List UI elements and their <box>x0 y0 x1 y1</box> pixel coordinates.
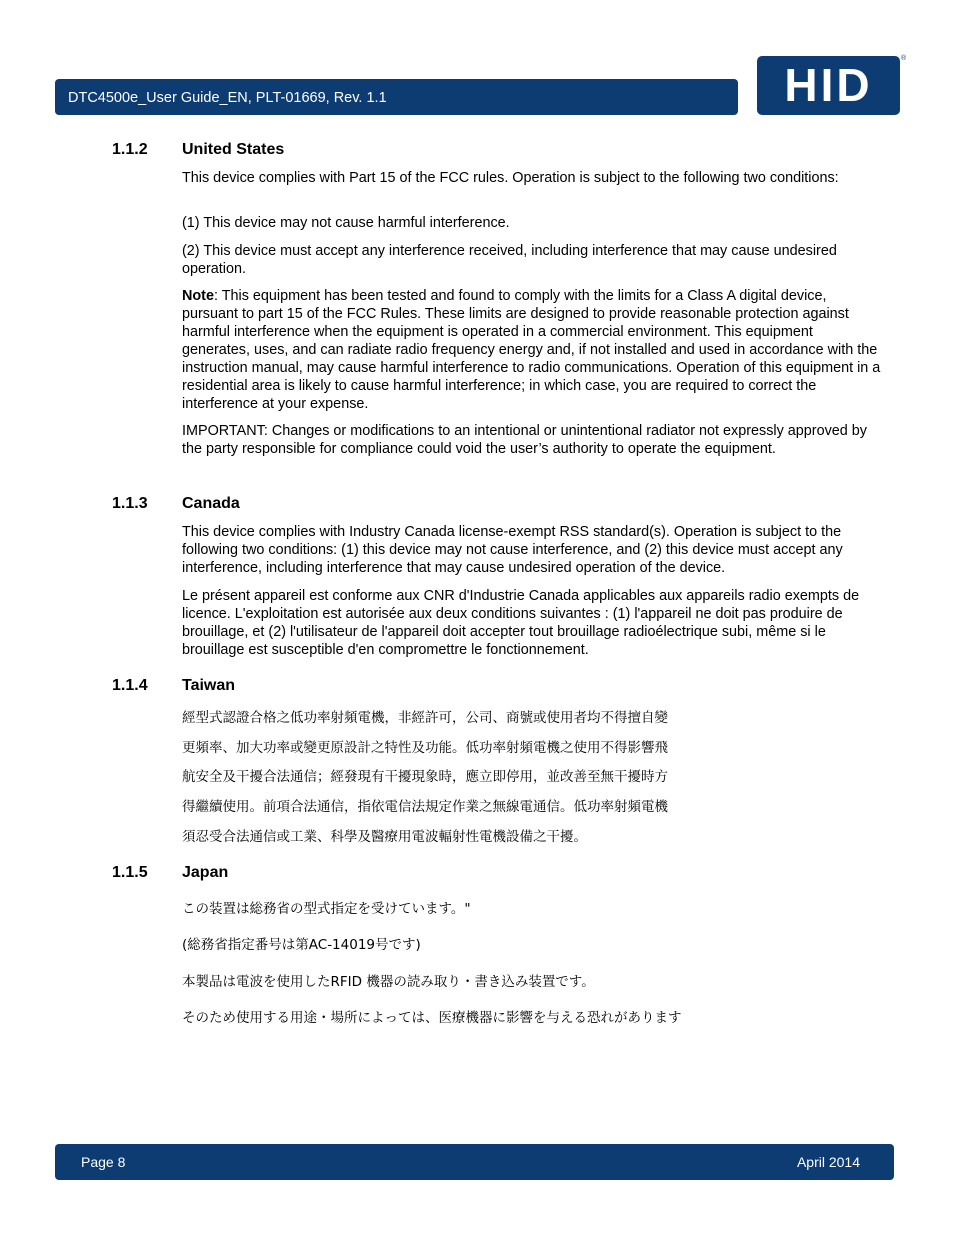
us-paragraph-1: This device complies with Part 15 of the FCC rules. Operation is subject to the following two conditions: <box>182 170 839 186</box>
us-note-paragraph <box>182 287 882 413</box>
us-important-paragraph: IMPORTANT: Changes or modifications to an intentional or unintentional radiator not expressly approved by the party responsible for compliance could void the user’s authority to operate the equipment. <box>182 423 867 457</box>
japan-line: (総務省指定番号は第AC-14019号です) <box>182 937 421 953</box>
canada-paragraph-en: This device complies with Industry Canada license-exempt RSS standard(s). Operation is subject to the following two conditions: (1) this device may not cause interference, and (2) this device must accept any interference, including interference that may cause undesired operation of the device. <box>182 524 843 576</box>
section-number: 1.1.3 <box>112 495 148 512</box>
taiwan-line: 經型式認證合格之低功率射頻電機，非經許可，公司、商號或使用者均不得擅自變 <box>182 710 668 726</box>
us-paragraph-2: (1) This device may not cause harmful interference. <box>182 215 510 231</box>
publication-date: April 2014 <box>796 1154 860 1170</box>
taiwan-line: 航安全及干擾合法通信；經發現有干擾現象時，應立即停用，並改善至無干擾時方 <box>182 769 668 785</box>
registered-mark: ® <box>901 55 907 62</box>
page-number: Page 8 <box>81 1154 126 1170</box>
section-number: 1.1.4 <box>112 677 148 694</box>
note-label: Note <box>182 288 214 304</box>
taiwan-line: 得繼續使用。前項合法通信，指依電信法規定作業之無線電通信。低功率射頻電機 <box>182 799 668 815</box>
japan-line: 本製品は電波を使用したRFID 機器の読み取り・書き込み装置です。 <box>182 974 595 990</box>
us-paragraph-3: (2) This device must accept any interference received, including interference that may cause undesired operation. <box>182 243 837 277</box>
taiwan-line: 更頻率、加大功率或變更原設計之特性及功能。低功率射頻電機之使用不得影響飛 <box>182 740 668 756</box>
hid-logo <box>757 56 900 115</box>
footer-bar <box>55 1144 894 1180</box>
document-title: DTC4500e_User Guide_EN, PLT-01669, Rev. 1.1 <box>68 90 387 106</box>
note-text: : This equipment has been tested and found to comply with the limits for a Class A digital device, pursuant to part 15 of the FCC Rules. These limits are designed to provide reasonable protection against harmful interference when the equipment is operated in a commercial environment. This equipment generates, uses, and can radiate radio frequency energy and, if not installed and used in accordance with the instruction manual, may cause harmful interference to radio communications. Operation of this equipment in a residential area is likely to cause harmful interference; in which case, you are required to correct the interference at your expense. <box>182 288 881 412</box>
logo-text: HID <box>784 59 873 111</box>
japan-line: そのため使用する用途・場所によっては、医療機器に影響を与える恐れがあります <box>182 1010 682 1026</box>
section-title: United States <box>182 141 285 158</box>
section-number: 1.1.5 <box>112 864 148 881</box>
section-title: Taiwan <box>182 677 236 694</box>
header-bar <box>55 79 738 115</box>
canada-paragraph-fr: Le présent appareil est conforme aux CNR d'Industrie Canada applicables aux appareils radio exempts de licence. L'exploitation est autorisée aux deux conditions suivantes : (1) l'appareil ne doit pas produire de brouillage, et (2) l'utilisateur de l'appareil doit accepter tout brouillage radioélectrique subi, même si le brouillage est susceptible d'en compromettre le fonctionnement. <box>182 588 860 658</box>
japan-line: この装置は総務省の型式指定を受けています。" <box>182 901 471 917</box>
section-number: 1.1.2 <box>112 141 148 158</box>
section-title: Japan <box>182 864 229 881</box>
section-title: Canada <box>182 495 240 512</box>
taiwan-line: 須忍受合法通信或工業、科學及醫療用電波輻射性電機設備之干擾。 <box>182 829 587 845</box>
